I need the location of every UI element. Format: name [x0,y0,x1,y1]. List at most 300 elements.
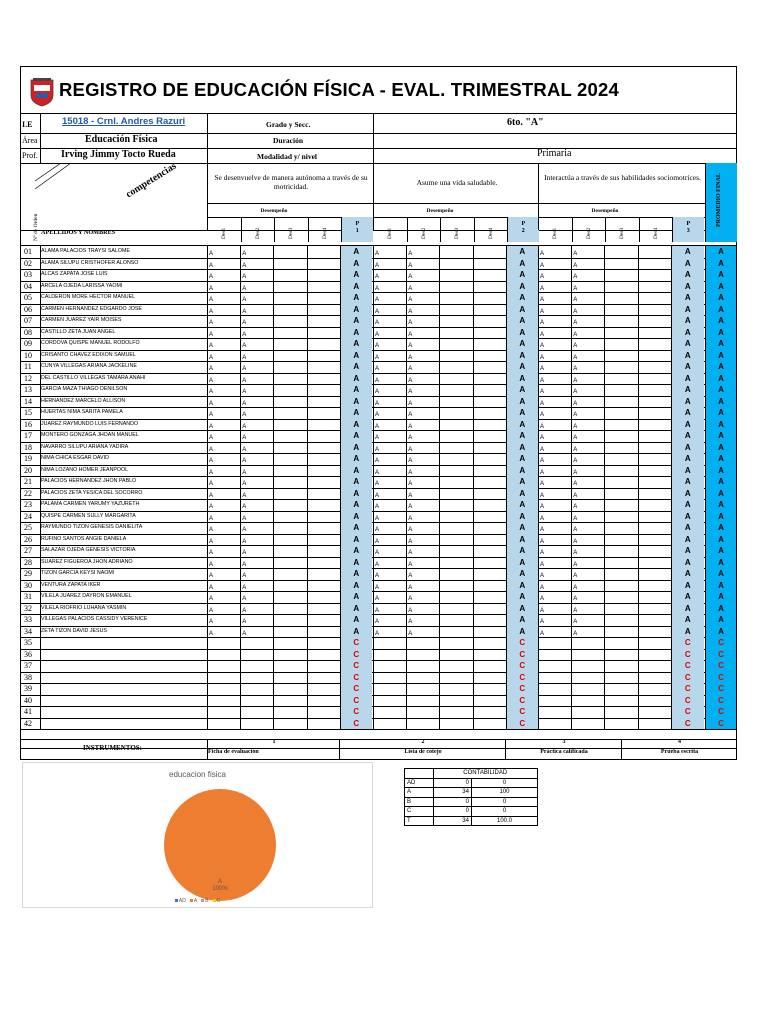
des-cell[interactable] [538,591,571,603]
des-cell[interactable] [240,384,273,396]
p-grade-cell[interactable] [671,269,704,281]
des-cell[interactable] [373,695,406,707]
des-cell[interactable] [473,488,506,500]
des-cell[interactable] [307,350,340,362]
des-cell[interactable] [473,568,506,580]
des-cell[interactable] [373,465,406,477]
des-cell[interactable] [373,603,406,615]
des-cell[interactable] [604,488,637,500]
p-grade-cell[interactable] [340,683,372,695]
p-grade-cell[interactable] [506,407,538,419]
des-cell[interactable] [538,672,571,684]
p-grade-cell[interactable] [671,338,704,350]
des-cell[interactable] [473,315,506,327]
des-cell[interactable] [538,304,571,316]
des-cell[interactable] [273,373,306,385]
des-cell[interactable] [604,465,637,477]
des-cell[interactable] [273,660,306,672]
des-cell[interactable] [638,568,671,580]
des-cell[interactable] [273,281,306,293]
final-grade-cell[interactable] [705,373,736,385]
p-grade-cell[interactable] [340,580,372,592]
des-cell[interactable] [240,373,273,385]
p-grade-cell[interactable] [340,626,372,638]
des-cell[interactable] [373,361,406,373]
final-grade-cell[interactable] [705,718,736,730]
p-grade-cell[interactable] [671,603,704,615]
des-cell[interactable] [473,419,506,431]
p-grade-cell[interactable] [340,649,372,661]
final-grade-cell[interactable] [705,534,736,546]
p-grade-cell[interactable] [671,453,704,465]
des-cell[interactable] [571,442,604,454]
des-cell[interactable] [638,338,671,350]
des-cell[interactable] [207,315,240,327]
des-cell[interactable] [439,396,472,408]
des-cell[interactable] [538,430,571,442]
des-cell[interactable] [571,476,604,488]
des-cell[interactable] [406,292,439,304]
des-cell[interactable] [273,511,306,523]
des-cell[interactable] [473,499,506,511]
des-cell[interactable] [571,338,604,350]
des-cell[interactable] [207,557,240,569]
p-grade-cell[interactable] [671,706,704,718]
des-cell[interactable] [240,350,273,362]
des-cell[interactable] [240,327,273,339]
des-cell[interactable] [406,384,439,396]
des-cell[interactable] [307,304,340,316]
des-cell[interactable] [638,695,671,707]
p-grade-cell[interactable] [506,626,538,638]
des-cell[interactable] [473,373,506,385]
des-cell[interactable] [307,649,340,661]
des-cell[interactable] [273,695,306,707]
des-cell[interactable] [604,568,637,580]
des-cell[interactable] [638,522,671,534]
p-grade-cell[interactable] [671,672,704,684]
p-grade-cell[interactable] [506,637,538,649]
des-cell[interactable] [373,499,406,511]
des-cell[interactable] [406,534,439,546]
des-cell[interactable] [207,534,240,546]
p-grade-cell[interactable] [506,396,538,408]
des-cell[interactable] [538,453,571,465]
des-cell[interactable] [207,327,240,339]
des-cell[interactable] [638,442,671,454]
des-cell[interactable] [638,683,671,695]
des-cell[interactable] [406,522,439,534]
des-cell[interactable] [307,660,340,672]
des-cell[interactable] [273,430,306,442]
des-cell[interactable] [604,603,637,615]
des-cell[interactable] [439,350,472,362]
des-cell[interactable] [406,706,439,718]
des-cell[interactable] [439,327,472,339]
p-grade-cell[interactable] [340,304,372,316]
p-grade-cell[interactable] [671,545,704,557]
des-cell[interactable] [604,361,637,373]
des-cell[interactable] [307,292,340,304]
des-cell[interactable] [307,511,340,523]
p-grade-cell[interactable] [340,430,372,442]
des-cell[interactable] [439,304,472,316]
des-cell[interactable] [638,718,671,730]
p-grade-cell[interactable] [340,442,372,454]
p-grade-cell[interactable] [671,649,704,661]
des-cell[interactable] [307,465,340,477]
des-cell[interactable] [406,327,439,339]
des-cell[interactable] [604,281,637,293]
des-cell[interactable] [439,476,472,488]
des-cell[interactable] [538,683,571,695]
des-cell[interactable] [638,465,671,477]
des-cell[interactable] [473,281,506,293]
des-cell[interactable] [473,453,506,465]
des-cell[interactable] [571,603,604,615]
des-cell[interactable] [373,591,406,603]
des-cell[interactable] [571,683,604,695]
des-cell[interactable] [307,442,340,454]
des-cell[interactable] [604,430,637,442]
des-cell[interactable] [638,292,671,304]
des-cell[interactable] [571,672,604,684]
des-cell[interactable] [473,660,506,672]
p-grade-cell[interactable] [506,683,538,695]
des-cell[interactable] [373,534,406,546]
des-cell[interactable] [538,695,571,707]
des-cell[interactable] [406,499,439,511]
des-cell[interactable] [207,453,240,465]
des-cell[interactable] [207,580,240,592]
des-cell[interactable] [406,258,439,270]
des-cell[interactable] [373,327,406,339]
des-cell[interactable] [373,706,406,718]
p-grade-cell[interactable] [671,246,704,258]
des-cell[interactable] [240,292,273,304]
des-cell[interactable] [273,591,306,603]
des-cell[interactable] [373,683,406,695]
des-cell[interactable] [571,258,604,270]
des-cell[interactable] [207,626,240,638]
des-cell[interactable] [538,396,571,408]
des-cell[interactable] [439,660,472,672]
des-cell[interactable] [638,706,671,718]
des-cell[interactable] [406,511,439,523]
des-cell[interactable] [473,718,506,730]
des-cell[interactable] [406,442,439,454]
des-cell[interactable] [439,488,472,500]
p-grade-cell[interactable] [340,315,372,327]
p-grade-cell[interactable] [340,672,372,684]
p-grade-cell[interactable] [340,522,372,534]
des-cell[interactable] [240,591,273,603]
des-cell[interactable] [240,442,273,454]
des-cell[interactable] [307,488,340,500]
des-cell[interactable] [240,269,273,281]
des-cell[interactable] [307,591,340,603]
des-cell[interactable] [207,683,240,695]
des-cell[interactable] [240,545,273,557]
des-cell[interactable] [406,614,439,626]
p-grade-cell[interactable] [671,660,704,672]
final-grade-cell[interactable] [705,258,736,270]
des-cell[interactable] [207,281,240,293]
des-cell[interactable] [307,407,340,419]
des-cell[interactable] [240,683,273,695]
des-cell[interactable] [439,614,472,626]
des-cell[interactable] [207,373,240,385]
des-cell[interactable] [240,419,273,431]
des-cell[interactable] [406,545,439,557]
des-cell[interactable] [473,683,506,695]
des-cell[interactable] [538,407,571,419]
p-grade-cell[interactable] [506,557,538,569]
p-grade-cell[interactable] [506,430,538,442]
des-cell[interactable] [571,269,604,281]
des-cell[interactable] [439,695,472,707]
des-cell[interactable] [473,614,506,626]
des-cell[interactable] [638,361,671,373]
des-cell[interactable] [538,419,571,431]
des-cell[interactable] [406,683,439,695]
p-grade-cell[interactable] [340,281,372,293]
des-cell[interactable] [207,407,240,419]
des-cell[interactable] [538,384,571,396]
des-cell[interactable] [473,626,506,638]
des-cell[interactable] [406,626,439,638]
des-cell[interactable] [240,672,273,684]
des-cell[interactable] [240,534,273,546]
p-grade-cell[interactable] [506,695,538,707]
p-grade-cell[interactable] [506,281,538,293]
des-cell[interactable] [307,419,340,431]
p-grade-cell[interactable] [506,603,538,615]
des-cell[interactable] [307,361,340,373]
des-cell[interactable] [604,384,637,396]
p-grade-cell[interactable] [340,453,372,465]
des-cell[interactable] [240,281,273,293]
des-cell[interactable] [638,384,671,396]
p-grade-cell[interactable] [671,350,704,362]
p-grade-cell[interactable] [340,557,372,569]
des-cell[interactable] [307,545,340,557]
p-grade-cell[interactable] [671,695,704,707]
des-cell[interactable] [207,649,240,661]
des-cell[interactable] [538,488,571,500]
des-cell[interactable] [373,614,406,626]
des-cell[interactable] [538,649,571,661]
des-cell[interactable] [373,568,406,580]
des-cell[interactable] [604,522,637,534]
des-cell[interactable] [240,430,273,442]
des-cell[interactable] [373,718,406,730]
des-cell[interactable] [406,660,439,672]
p-grade-cell[interactable] [340,292,372,304]
des-cell[interactable] [373,476,406,488]
des-cell[interactable] [406,407,439,419]
des-cell[interactable] [604,419,637,431]
p-grade-cell[interactable] [671,292,704,304]
des-cell[interactable] [638,603,671,615]
p-grade-cell[interactable] [506,672,538,684]
des-cell[interactable] [373,672,406,684]
final-grade-cell[interactable] [705,568,736,580]
p-grade-cell[interactable] [340,327,372,339]
des-cell[interactable] [240,453,273,465]
des-cell[interactable] [307,568,340,580]
des-cell[interactable] [571,488,604,500]
des-cell[interactable] [273,626,306,638]
des-cell[interactable] [604,499,637,511]
final-grade-cell[interactable] [705,453,736,465]
des-cell[interactable] [571,419,604,431]
des-cell[interactable] [240,649,273,661]
des-cell[interactable] [406,373,439,385]
des-cell[interactable] [240,304,273,316]
p-grade-cell[interactable] [340,419,372,431]
des-cell[interactable] [538,338,571,350]
des-cell[interactable] [406,246,439,258]
final-grade-cell[interactable] [705,660,736,672]
des-cell[interactable] [638,580,671,592]
des-cell[interactable] [273,453,306,465]
des-cell[interactable] [307,522,340,534]
final-grade-cell[interactable] [705,476,736,488]
des-cell[interactable] [240,580,273,592]
des-cell[interactable] [473,591,506,603]
des-cell[interactable] [473,304,506,316]
p-grade-cell[interactable] [340,384,372,396]
des-cell[interactable] [604,534,637,546]
p-grade-cell[interactable] [671,580,704,592]
des-cell[interactable] [406,269,439,281]
p-grade-cell[interactable] [671,442,704,454]
p-grade-cell[interactable] [506,384,538,396]
des-cell[interactable] [307,327,340,339]
des-cell[interactable] [604,442,637,454]
p-grade-cell[interactable] [506,591,538,603]
des-cell[interactable] [571,591,604,603]
final-grade-cell[interactable] [705,545,736,557]
des-cell[interactable] [240,361,273,373]
p-grade-cell[interactable] [506,373,538,385]
p-grade-cell[interactable] [671,384,704,396]
des-cell[interactable] [571,649,604,661]
des-cell[interactable] [406,672,439,684]
des-cell[interactable] [273,683,306,695]
des-cell[interactable] [373,384,406,396]
des-cell[interactable] [406,315,439,327]
des-cell[interactable] [439,534,472,546]
des-cell[interactable] [307,258,340,270]
des-cell[interactable] [373,338,406,350]
p-grade-cell[interactable] [340,246,372,258]
p-grade-cell[interactable] [671,488,704,500]
des-cell[interactable] [273,304,306,316]
final-grade-cell[interactable] [705,522,736,534]
des-cell[interactable] [240,488,273,500]
des-cell[interactable] [307,453,340,465]
final-grade-cell[interactable] [705,672,736,684]
des-cell[interactable] [604,557,637,569]
des-cell[interactable] [439,672,472,684]
p-grade-cell[interactable] [340,396,372,408]
p-grade-cell[interactable] [671,683,704,695]
des-cell[interactable] [207,361,240,373]
des-cell[interactable] [307,384,340,396]
des-cell[interactable] [373,419,406,431]
des-cell[interactable] [207,511,240,523]
des-cell[interactable] [638,258,671,270]
p-grade-cell[interactable] [671,281,704,293]
des-cell[interactable] [439,442,472,454]
des-cell[interactable] [538,580,571,592]
des-cell[interactable] [307,373,340,385]
p-grade-cell[interactable] [506,568,538,580]
des-cell[interactable] [538,269,571,281]
des-cell[interactable] [604,718,637,730]
des-cell[interactable] [604,683,637,695]
final-grade-cell[interactable] [705,246,736,258]
des-cell[interactable] [638,499,671,511]
des-cell[interactable] [373,453,406,465]
des-cell[interactable] [473,511,506,523]
des-cell[interactable] [604,649,637,661]
des-cell[interactable] [638,246,671,258]
des-cell[interactable] [439,683,472,695]
des-cell[interactable] [638,373,671,385]
final-grade-cell[interactable] [705,580,736,592]
des-cell[interactable] [207,614,240,626]
des-cell[interactable] [406,476,439,488]
p-grade-cell[interactable] [340,476,372,488]
des-cell[interactable] [538,350,571,362]
des-cell[interactable] [604,258,637,270]
des-cell[interactable] [473,580,506,592]
des-cell[interactable] [406,695,439,707]
des-cell[interactable] [638,281,671,293]
des-cell[interactable] [473,706,506,718]
des-cell[interactable] [571,246,604,258]
des-cell[interactable] [207,499,240,511]
des-cell[interactable] [307,430,340,442]
des-cell[interactable] [604,246,637,258]
des-cell[interactable] [604,580,637,592]
p-grade-cell[interactable] [671,626,704,638]
des-cell[interactable] [638,591,671,603]
des-cell[interactable] [273,361,306,373]
des-cell[interactable] [604,591,637,603]
des-cell[interactable] [604,672,637,684]
des-cell[interactable] [373,281,406,293]
des-cell[interactable] [473,292,506,304]
des-cell[interactable] [406,396,439,408]
p-grade-cell[interactable] [340,660,372,672]
des-cell[interactable] [240,511,273,523]
des-cell[interactable] [571,292,604,304]
p-grade-cell[interactable] [340,350,372,362]
des-cell[interactable] [571,580,604,592]
des-cell[interactable] [207,522,240,534]
p-grade-cell[interactable] [671,476,704,488]
des-cell[interactable] [538,292,571,304]
des-cell[interactable] [604,396,637,408]
des-cell[interactable] [240,626,273,638]
p-grade-cell[interactable] [506,545,538,557]
des-cell[interactable] [571,534,604,546]
des-cell[interactable] [439,315,472,327]
